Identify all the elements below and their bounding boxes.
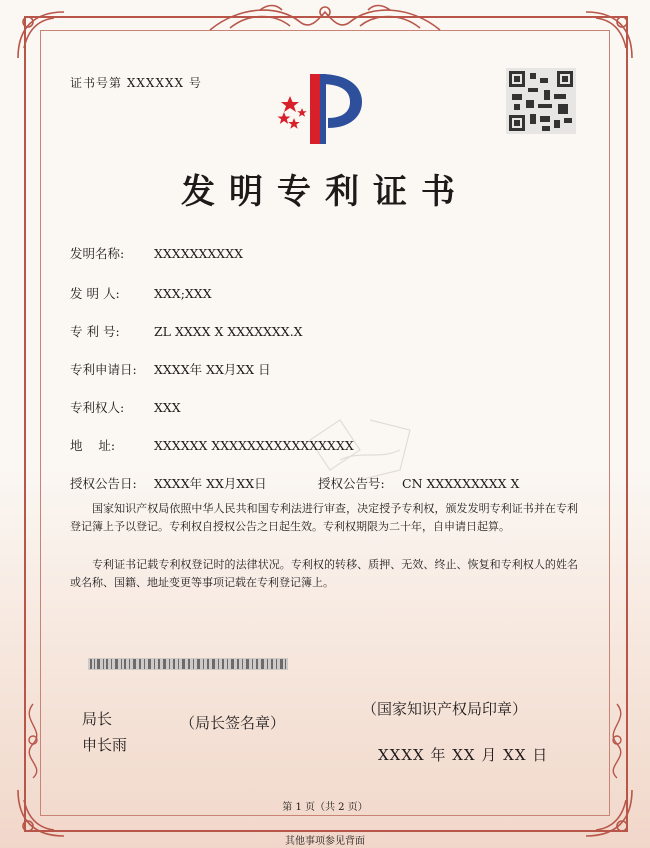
back-note: 其他事项参见背面 [285, 836, 365, 847]
field-grant-date [70, 474, 267, 492]
field-value: XXXXXX XXXXXXXXXXXXXXXX [154, 438, 354, 453]
field-address [70, 436, 354, 454]
body-paragraph-2: 专利证书记载专利权登记时的法律状况。专利权的转移、质押、无效、终止、恢复和专利权人的姓名或名称、国籍、地址变更等事项记载在专利登记簿上。 [70, 558, 578, 589]
field-value: XXX [154, 400, 181, 415]
office-seal: （国家知识产权局印章） [362, 700, 528, 718]
body-paragraph-1: 国家知识产权局依照中华人民共和国专利法进行审查，决定授予专利权，颁发发明专利证书并在专利登记簿上予以登记。专利权自授权公告之日起生效。专利权期限为二十年，自申请日起算。 [70, 502, 578, 533]
top-ornament [200, 0, 450, 36]
field-invention-name [70, 244, 243, 262]
qr-code-icon [506, 68, 576, 134]
field-label: 专利权人: [70, 400, 125, 415]
director-seal: （局长签名章） [180, 714, 286, 732]
field-value: XXX;XXX [154, 286, 212, 301]
field-label: 发明名称: [70, 246, 125, 261]
certificate-title: 发明专利证书 [181, 172, 469, 212]
field-value: CN XXXXXXXXX X [402, 476, 520, 491]
field-label: 发 明 人: [70, 286, 120, 301]
left-side-ornament [18, 700, 48, 780]
field-patent-no [70, 322, 303, 340]
field-value: XXXX年 XX月XX 日 [154, 362, 271, 377]
issue-date: XXXX 年 XX 月 XX 日 [378, 746, 549, 764]
right-side-ornament [602, 700, 632, 780]
field-value: ZL XXXX X XXXXXXX.X [154, 324, 303, 339]
field-patentee [70, 398, 181, 416]
field-label: 专利申请日: [70, 362, 137, 377]
field-label: 专 利 号: [70, 324, 120, 339]
director-name: 申长雨 [82, 736, 128, 754]
field-label: 地 址: [70, 438, 116, 453]
corner-ornament-top-left [14, 8, 72, 66]
field-value: XXXXXXXXXX [154, 246, 243, 261]
field-filing-date [70, 360, 271, 378]
page-indicator: 第 1 页（共 2 页） [282, 802, 368, 813]
cnipa-logo-icon [270, 68, 370, 146]
director-title: 局长 [82, 710, 113, 728]
field-value: XXXX年 XX月XX日 [154, 476, 267, 491]
field-inventor [70, 284, 212, 302]
field-label: 授权公告号: [318, 476, 385, 491]
barcode-icon [88, 658, 288, 670]
corner-ornament-top-right [578, 8, 636, 66]
field-grant-no [318, 474, 519, 492]
certificate-number: 证书号第 XXXXXX 号 [70, 76, 202, 90]
field-label: 授权公告日: [70, 476, 137, 491]
